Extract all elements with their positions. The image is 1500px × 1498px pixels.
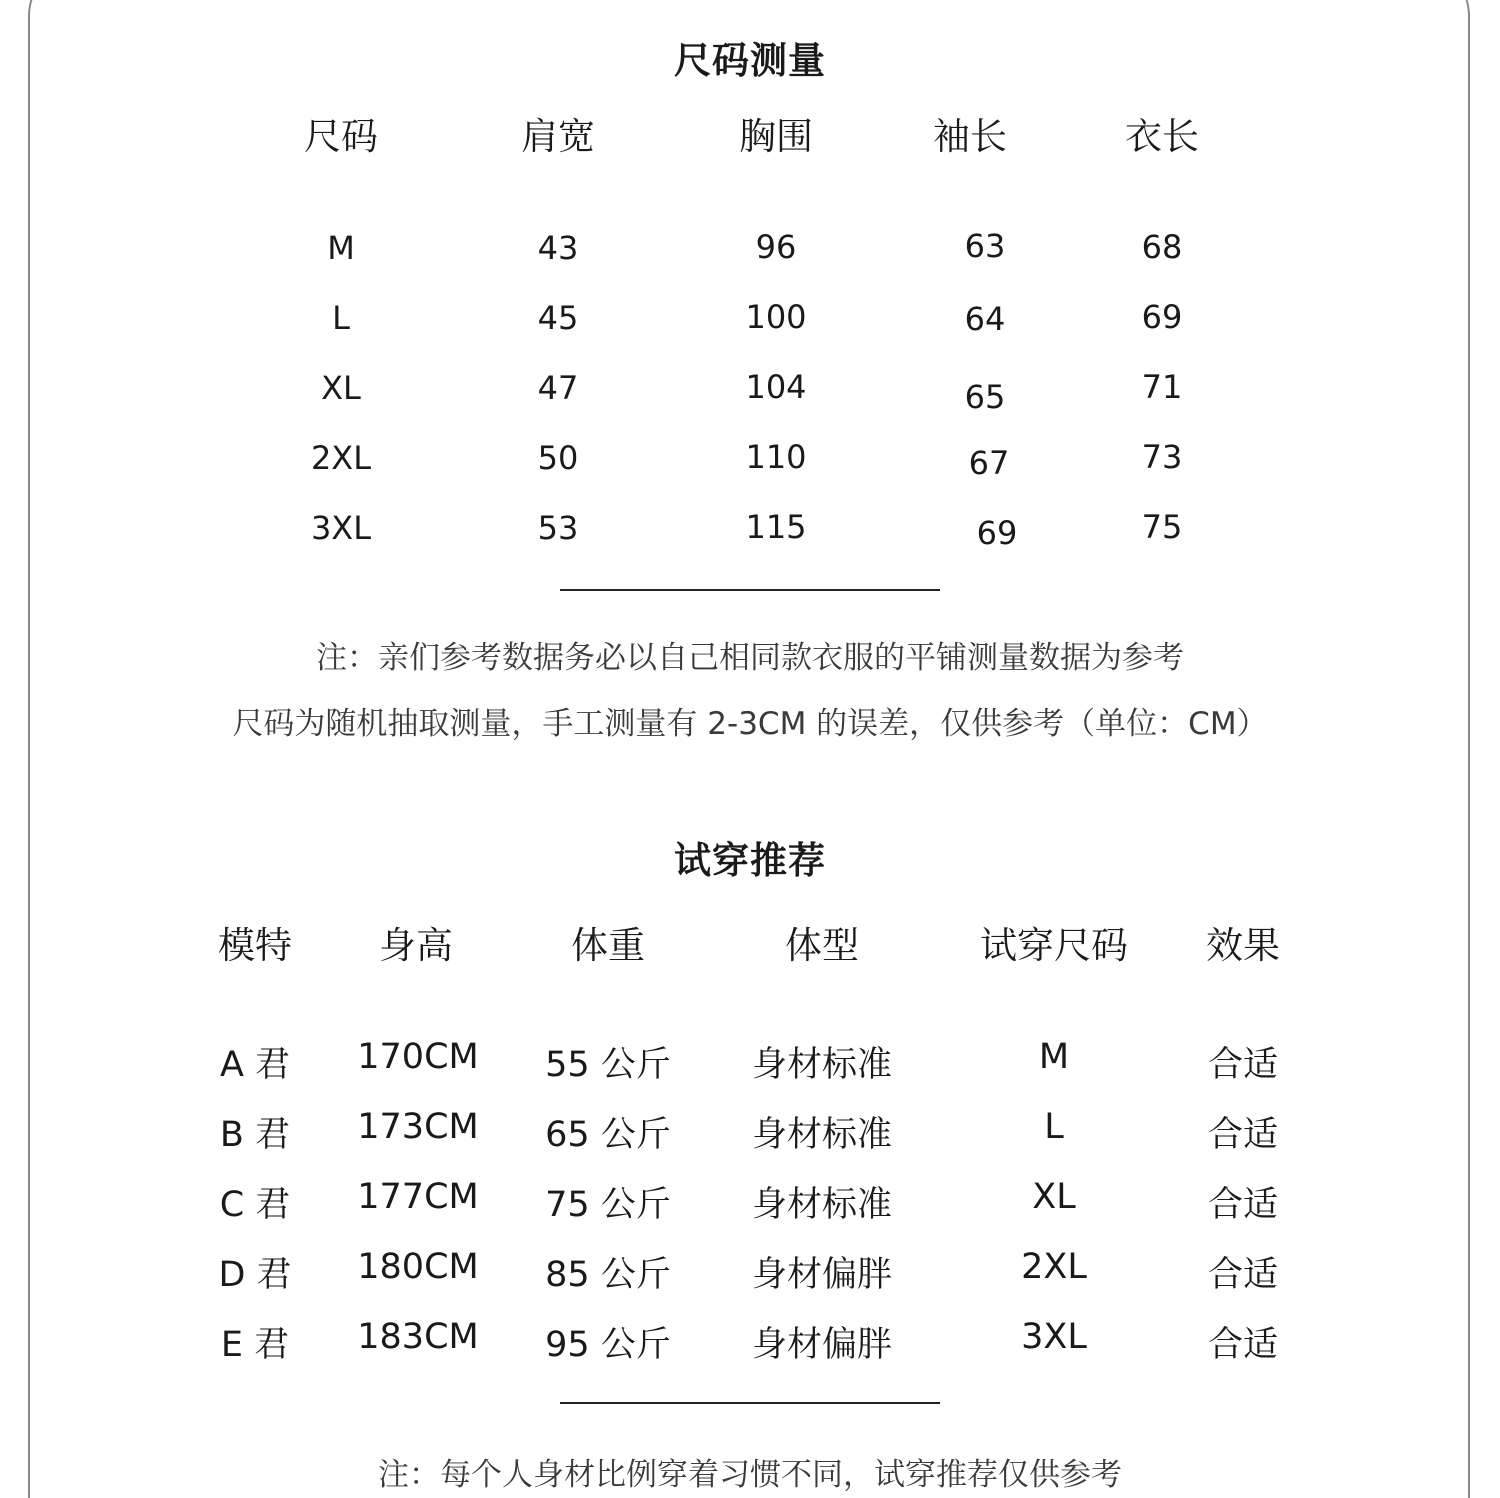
table-cell: 43 <box>537 229 579 267</box>
table-cell: L <box>332 299 350 337</box>
col-header-model: 模特 <box>218 924 292 967</box>
table-cell: A 君 <box>219 1045 291 1085</box>
table-cell: M <box>327 229 355 267</box>
size-note-line2: 尺码为随机抽取测量，手工测量有 2-3CM 的误差，仅供参考（单位：CM） <box>232 706 1268 742</box>
table-cell: XL <box>1032 1177 1076 1217</box>
table-cell: 53 <box>537 509 579 547</box>
table-cell: 3XL <box>1021 1317 1087 1357</box>
col-header-shoulder: 肩宽 <box>521 115 595 158</box>
table-cell: 65 <box>964 378 1006 416</box>
table-cell: XL <box>321 369 361 407</box>
divider-line <box>560 589 940 591</box>
col-header-size: 尺码 <box>304 115 378 158</box>
table-cell: 合适 <box>1207 1045 1278 1085</box>
table-cell: 68 <box>1141 228 1183 266</box>
table-cell: 71 <box>1141 368 1183 406</box>
table-cell: 身材偏胖 <box>751 1255 892 1295</box>
table-cell: D 君 <box>218 1255 292 1295</box>
table-cell: 73 <box>1141 438 1183 476</box>
table-cell: 67 <box>968 444 1010 482</box>
table-cell: 身材偏胖 <box>751 1325 892 1365</box>
table-cell: 合适 <box>1207 1325 1278 1365</box>
table-cell: 104 <box>745 368 807 406</box>
table-cell: 合适 <box>1207 1255 1278 1295</box>
table-cell: 100 <box>745 298 807 336</box>
table-cell: 75 公斤 <box>545 1185 671 1225</box>
table-cell: 45 <box>537 299 579 337</box>
table-cell: 2XL <box>310 439 372 477</box>
col-header-weight: 体重 <box>571 924 645 967</box>
size-measure-title: 尺码测量 <box>674 39 826 82</box>
table-cell: 身材标准 <box>751 1045 892 1085</box>
table-cell: 65 公斤 <box>545 1115 671 1155</box>
table-cell: 50 <box>537 439 579 477</box>
table-cell: 合适 <box>1207 1115 1278 1155</box>
table-cell: B 君 <box>219 1115 291 1155</box>
table-cell: 3XL <box>310 509 372 547</box>
table-cell: 85 公斤 <box>545 1255 671 1295</box>
table-cell: 身材标准 <box>751 1115 892 1155</box>
table-cell: 69 <box>976 514 1018 552</box>
try-on-title: 试穿推荐 <box>674 839 826 882</box>
table-cell: C 君 <box>219 1185 291 1225</box>
table-cell: 75 <box>1141 508 1183 546</box>
table-cell: 115 <box>745 508 807 546</box>
table-cell: 47 <box>537 369 579 407</box>
try-on-note: 注：每个人身材比例穿着习惯不同，试穿推荐仅供参考 <box>378 1457 1122 1493</box>
table-cell: 63 <box>964 227 1006 265</box>
table-cell: 170CM <box>357 1037 479 1077</box>
table-cell: 110 <box>745 438 807 476</box>
col-header-sleeve: 袖长 <box>933 115 1007 158</box>
table-cell: 173CM <box>357 1107 479 1147</box>
col-header-length: 衣长 <box>1125 115 1199 158</box>
table-cell: M <box>1038 1037 1070 1077</box>
table-cell: L <box>1044 1107 1064 1147</box>
col-header-effect: 效果 <box>1206 924 1280 967</box>
table-cell: 55 公斤 <box>545 1045 671 1085</box>
table-cell: 177CM <box>357 1177 479 1217</box>
col-header-body-type: 体型 <box>785 924 859 967</box>
table-cell: 96 <box>755 228 797 266</box>
col-header-height: 身高 <box>379 924 453 967</box>
divider-line <box>560 1402 940 1404</box>
table-cell: 183CM <box>357 1317 479 1357</box>
table-cell: 95 公斤 <box>545 1325 671 1365</box>
table-cell: 合适 <box>1207 1185 1278 1225</box>
col-header-try-size: 试穿尺码 <box>980 924 1128 967</box>
size-note-line1: 注：亲们参考数据务必以自己相同款衣服的平铺测量数据为参考 <box>316 640 1184 676</box>
table-cell: 69 <box>1141 298 1183 336</box>
table-cell: 身材标准 <box>751 1185 892 1225</box>
table-cell: E 君 <box>220 1325 290 1365</box>
col-header-chest: 胸围 <box>739 115 813 158</box>
table-cell: 2XL <box>1021 1247 1087 1287</box>
table-cell: 180CM <box>357 1247 479 1287</box>
table-cell: 64 <box>964 300 1006 338</box>
